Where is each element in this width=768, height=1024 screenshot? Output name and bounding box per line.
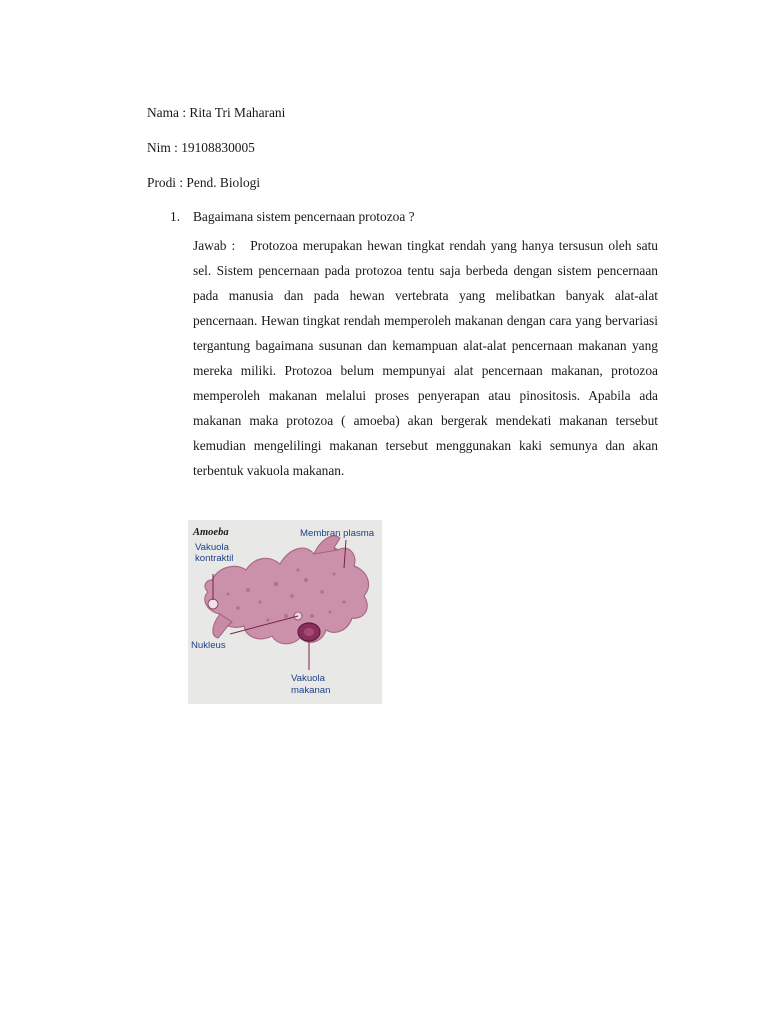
answer-lead: Jawab : — [193, 238, 236, 253]
label-vakuola-makanan-line1: Vakuola — [291, 673, 325, 684]
study-program: Prodi : Pend. Biologi — [147, 175, 261, 190]
student-nim: Nim : 19108830005 — [147, 140, 255, 155]
nucleolus-shape — [304, 628, 314, 636]
answer-body: Protozoa merupakan hewan tingkat rendah yang hanya tersusun oleh satu sel. Sistem pencernaan pada protozoa tentu saja berbeda dengan sistem pencernaan pada manusia dan pada hewan vertebrata yang melibatkan banyak alat-alat pencernaan. Hewan tingkat rendah memperoleh makanan dengan cara yang bervariasi tergantung bagaimana susunan dan kemampuan alat-alat pencernaan makanan yang mereka miliki. Protozoa belum mempunyai alat pencernaan makanan, protozoa memperoleh makanan melalui proses penyerapan atau pinositosis. Apabila ada makanan maka protozoa ( amoeba) akan bergerak mendekati makanan tersebut kemudian mengelilingi makanan tersebut menggunakan kaki semunya dan akan terbentuk vakuola makanan. — [193, 238, 658, 478]
label-membran-plasma: Membran plasma — [300, 528, 375, 539]
label-vakuola-makanan-line2: makanan — [291, 685, 331, 696]
question-number: 1. — [170, 209, 181, 224]
amoeba-figure — [188, 520, 382, 704]
label-vakuola-kontraktil-line1: Vakuola — [195, 542, 229, 553]
label-nukleus: Nukleus — [191, 640, 226, 651]
label-vakuola-kontraktil-line2: kontraktil — [195, 553, 234, 564]
answer-paragraph — [193, 233, 658, 483]
figure-title: Amoeba — [193, 527, 229, 538]
contractile-vacuole-shape — [208, 599, 218, 609]
question-text: Bagaimana sistem pencernaan protozoa ? — [193, 209, 415, 224]
student-name: Nama : Rita Tri Maharani — [147, 105, 286, 120]
